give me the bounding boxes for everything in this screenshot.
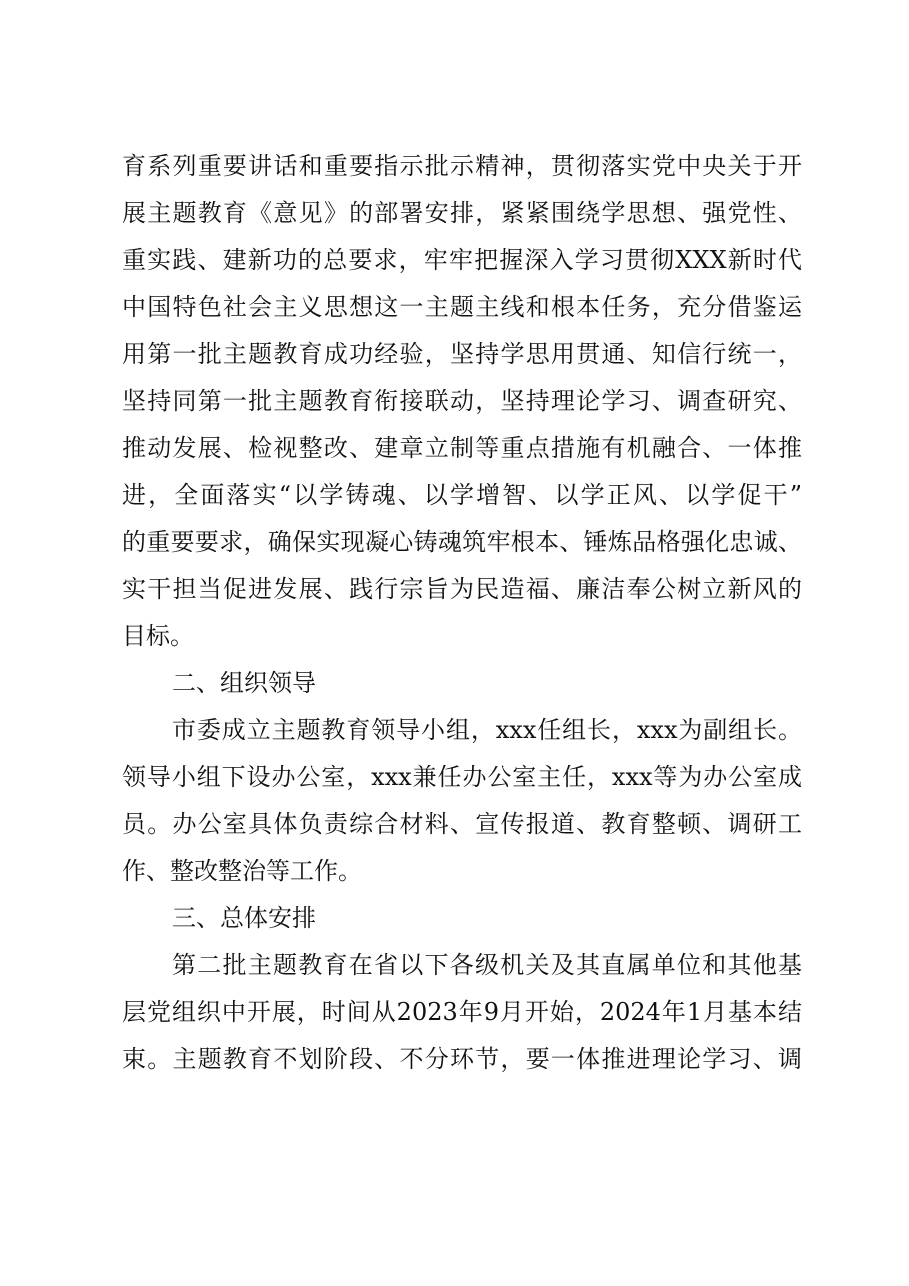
paragraph-line: 层党组织中开展，时间从2023年9月开始，2024年1月基本结 (122, 998, 802, 1026)
paragraph-line: 展主题教育《意见》的部署安排，紧紧围绕学思想、强党性、 (122, 199, 802, 227)
paragraph-line: 市委成立主题教育领导小组，xxx任组长，xxx为副组长。 (172, 716, 802, 744)
paragraph-line: 重实践、建新功的总要求，牢牢把握深入学习贯彻XXX新时代 (122, 246, 802, 274)
paragraph-line: 用第一批主题教育成功经验，坚持学思用贯通、知信行统一， (122, 340, 802, 368)
section-heading-arrangement: 三、总体安排 (172, 904, 316, 932)
paragraph-line: 实干担当促进发展、践行宗旨为民造福、廉洁奉公树立新风的 (122, 575, 802, 603)
paragraph-line: 作、整改整治等工作。 (122, 857, 362, 885)
paragraph-line: 坚持同第一批主题教育衔接联动，坚持理论学习、调查研究、 (122, 387, 802, 415)
paragraph-line: 目标。 (122, 622, 194, 650)
paragraph-line: 中国特色社会主义思想这一主题主线和根本任务，充分借鉴运 (122, 293, 802, 321)
paragraph-line: 推动发展、检视整改、建章立制等重点措施有机融合、一体推 (122, 434, 802, 462)
paragraph-line: 育系列重要讲话和重要指示批示精神，贯彻落实党中央关于开 (122, 152, 802, 180)
paragraph-line: 员。办公室具体负责综合材料、宣传报道、教育整顿、调研工 (122, 810, 802, 838)
paragraph-line: 进，全面落实“以学铸魂、以学增智、以学正风、以学促干” (122, 481, 802, 509)
paragraph-line: 的重要要求，确保实现凝心铸魂筑牢根本、锤炼品格强化忠诚、 (122, 528, 802, 556)
section-heading-organization: 二、组织领导 (172, 669, 316, 697)
paragraph-line: 领导小组下设办公室，xxx兼任办公室主任，xxx等为办公室成 (122, 763, 802, 791)
paragraph-line: 第二批主题教育在省以下各级机关及其直属单位和其他基 (172, 951, 802, 979)
paragraph-line: 束。主题教育不划阶段、不分环节，要一体推进理论学习、调 (122, 1045, 802, 1073)
